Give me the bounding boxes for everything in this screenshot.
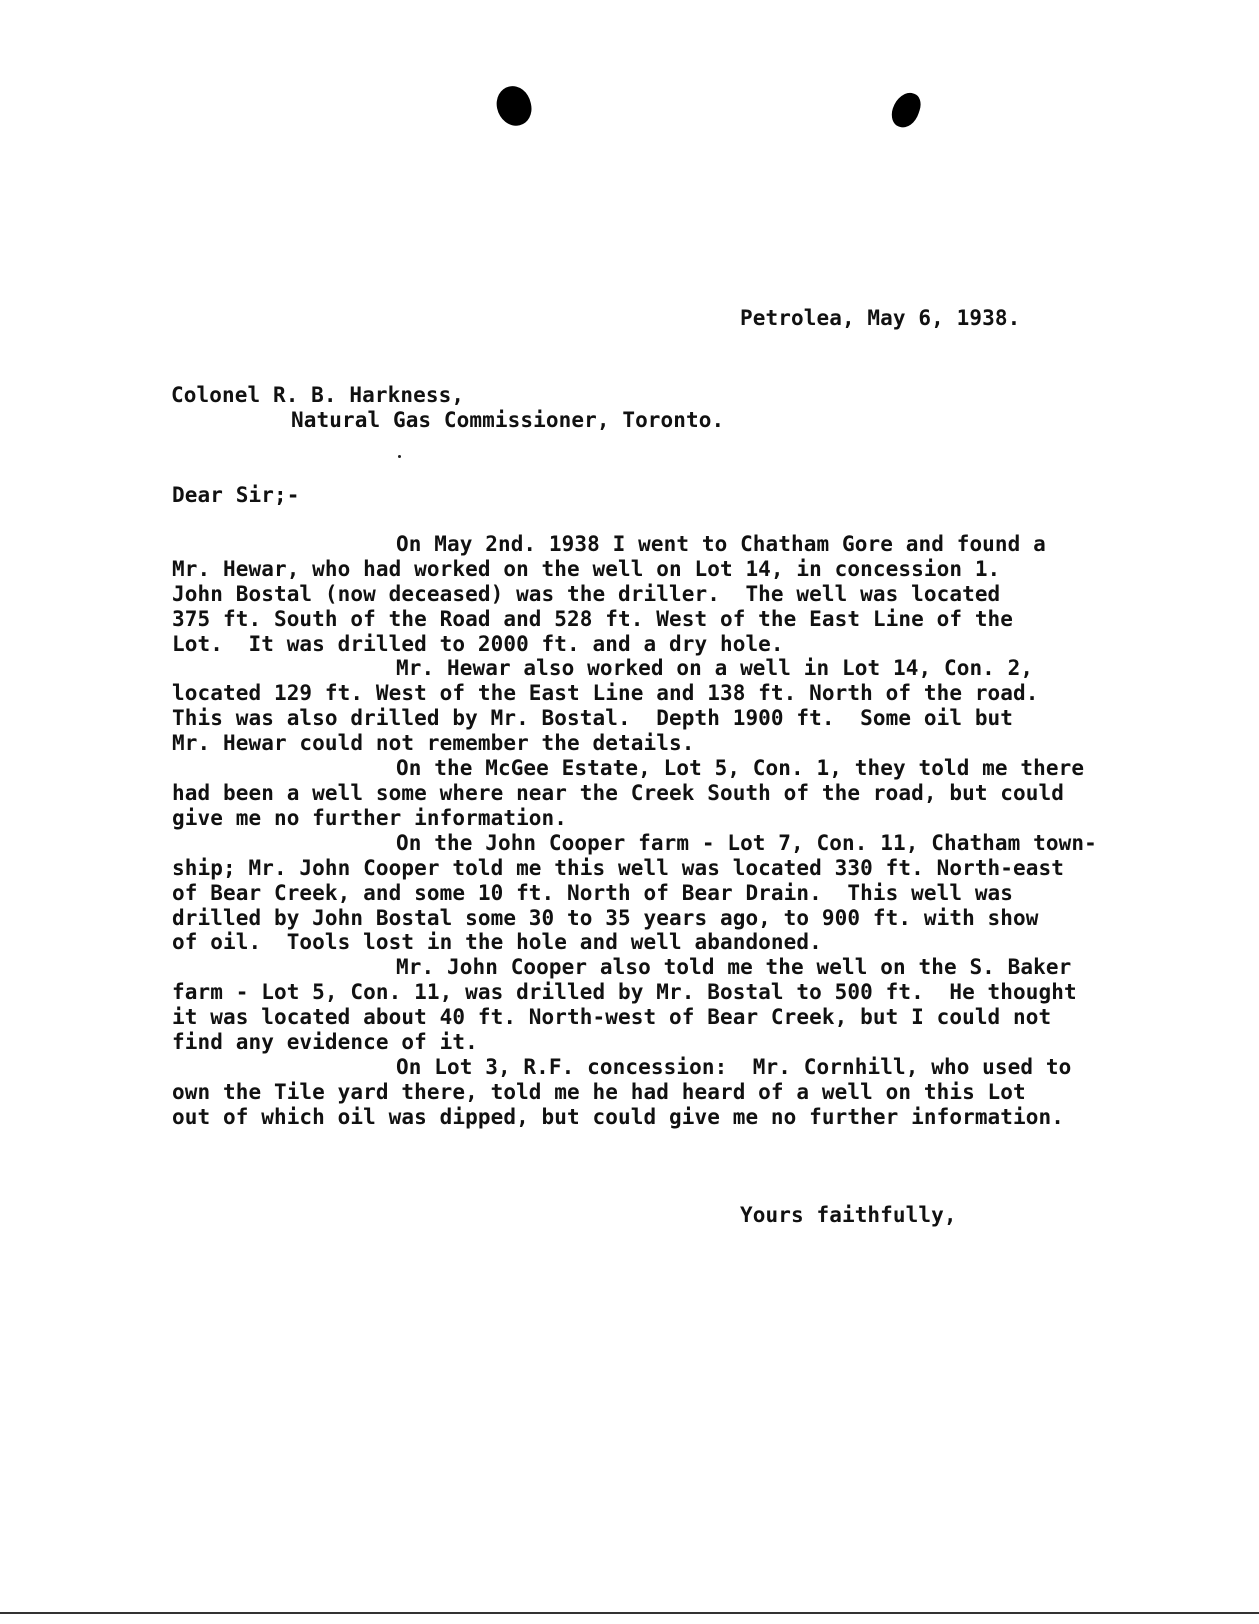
body-line: farm - Lot 5, Con. 11, was drilled by Mr. Bostal to 500 ft. He thought	[172, 980, 1077, 1004]
dateline: Petrolea, May 6, 1938.	[740, 306, 1021, 330]
body-line: This was also drilled by Mr. Bostal. Depth 1900 ft. Some oil but	[172, 706, 1014, 730]
recipient-title: Natural Gas Commissioner, Toronto.	[291, 408, 725, 432]
body-line: Mr. Hewar, who had worked on the well on Lot 14, in concession 1.	[172, 557, 1001, 581]
body-line: Lot. It was drilled to 2000 ft. and a dry hole.	[172, 632, 784, 656]
body-line: find any evidence of it.	[172, 1030, 478, 1054]
body-line: out of which oil was dipped, but could give me no further information.	[172, 1105, 1065, 1129]
body-line: it was located about 40 ft. North-west of Bear Creek, but I could not	[172, 1005, 1052, 1029]
body-line: 375 ft. South of the Road and 528 ft. West of the East Line of the	[172, 607, 1014, 631]
body-line: On the McGee Estate, Lot 5, Con. 1, they told me there	[396, 756, 1085, 780]
body-line: Mr. John Cooper also told me the well on the S. Baker	[396, 955, 1072, 979]
body-line: located 129 ft. West of the East Line and 138 ft. North of the road.	[172, 681, 1039, 705]
body-line: On May 2nd. 1938 I went to Chatham Gore and found a	[396, 532, 1046, 556]
ink-speck	[398, 455, 401, 458]
body-line: drilled by John Bostal some 30 to 35 years ago, to 900 ft. with show	[172, 906, 1039, 930]
body-line: John Bostal (now deceased) was the driller. The well was located	[172, 582, 1001, 606]
punch-hole-left	[493, 83, 535, 129]
body-line: of Bear Creek, and some 10 ft. North of Bear Drain. This well was	[172, 881, 1014, 905]
body-line: Mr. Hewar could not remember the details.	[172, 731, 695, 755]
salutation: Dear Sir;-	[172, 483, 300, 507]
body-line: own the Tile yard there, told me he had heard of a well on this Lot	[172, 1080, 1026, 1104]
body-line: On Lot 3, R.F. concession: Mr. Cornhill, who used to	[396, 1055, 1072, 1079]
body-line: ship; Mr. John Cooper told me this well was located 330 ft. North-east	[172, 856, 1065, 880]
body-line: give me no further information.	[172, 806, 568, 830]
recipient-name: Colonel R. B. Harkness,	[171, 383, 465, 407]
body-line: On the John Cooper farm - Lot 7, Con. 11, Chatham town-	[396, 831, 1097, 855]
page-edge	[0, 1612, 1259, 1614]
body-line: Mr. Hewar also worked on a well in Lot 14, Con. 2,	[396, 656, 1034, 680]
punch-hole-right	[888, 89, 924, 131]
body-line: had been a well some where near the Creek South of the road, but could	[172, 781, 1065, 805]
body-line: of oil. Tools lost in the hole and well abandoned.	[172, 930, 822, 954]
closing: Yours faithfully,	[740, 1203, 957, 1227]
